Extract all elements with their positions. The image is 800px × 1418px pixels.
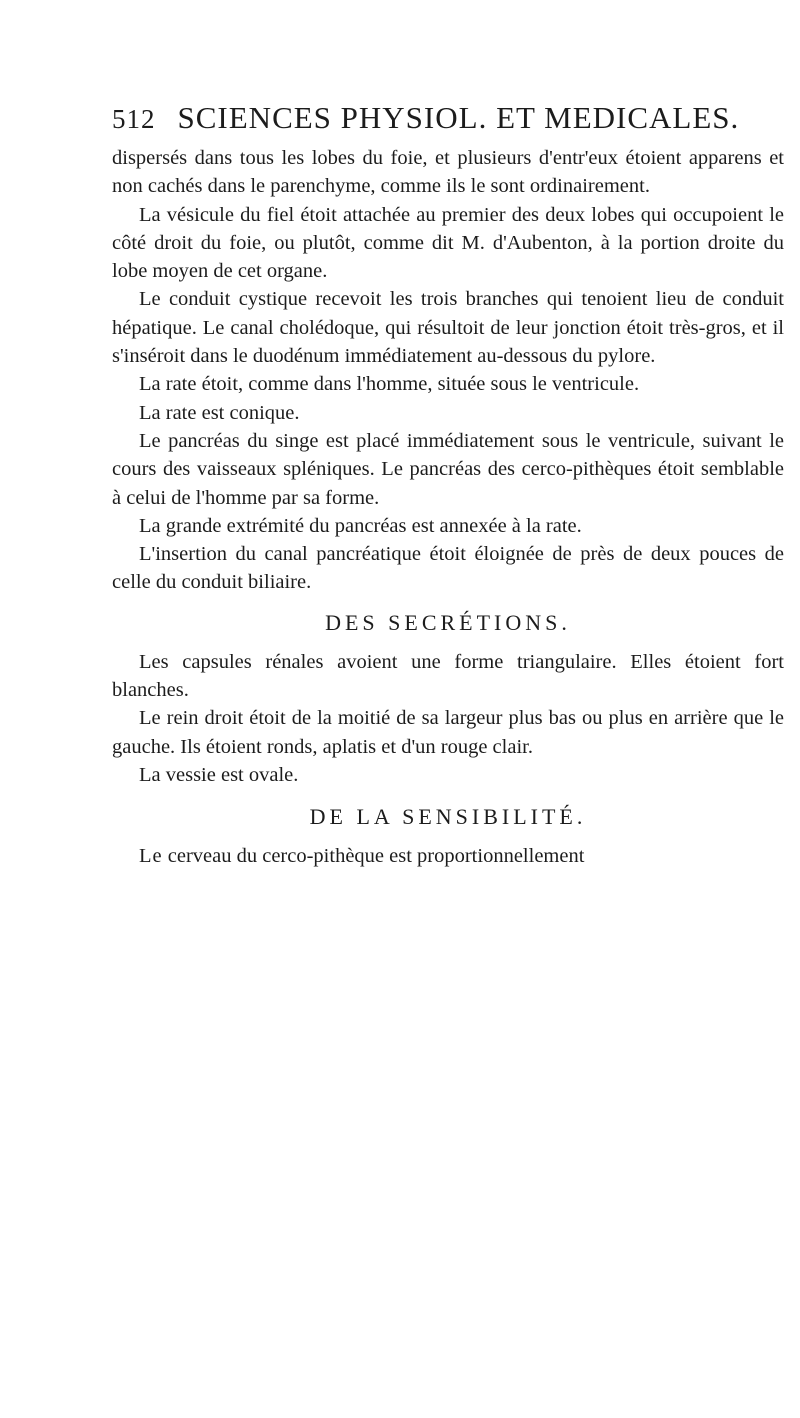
paragraph-gall-bladder: La vésicule du fiel étoit attachée au premier des deux lobes qui occupoient le côté droit du foie, ou plutôt, comme dit M. d'Aubenton, à la portion droite du lobe moyen de cet organe. [112, 203, 784, 283]
paragraph-kidneys: Le rein droit étoit de la moitié de sa largeur plus bas ou plus en arrière que le gauche. Ils étoient ronds, aplatis et d'un rouge clair. [112, 707, 784, 758]
opening-small-caps: Le [139, 845, 163, 868]
paragraph-brain [112, 842, 784, 870]
page-number: 512 [112, 104, 156, 134]
paragraph-pancreatic-duct: L'insertion du canal pancréatique étoit éloignée de près de deux pouces de celle du conduit biliaire. [112, 543, 784, 594]
paragraph-spleen-position: La rate étoit, comme dans l'homme, située sous le ventricule. [139, 373, 640, 396]
paragraph-bladder: La vessie est ovale. [139, 763, 299, 786]
section-heading-sensibility: DE LA SENSIBILITÉ. [309, 804, 587, 830]
paragraph-pancreas-extremity: La grande extrémité du pancréas est annexée à la rate. [139, 514, 582, 537]
paragraph-cystic-duct: Le conduit cystique recevoit les trois branches qui tenoient lieu de conduit hépatique. Le canal cholédoque, qui résultoit de leur jonction étoit très-gros, et il s'inséroit dans le duodénum immédiatement au-dessous du pylore. [112, 288, 784, 368]
paragraph-brain-text: cerveau du cerco-pithèque est proportionnellement [167, 845, 585, 868]
paragraph-renal-capsules: Les capsules rénales avoient une forme triangulaire. Elles étoient fort blanches. [112, 650, 784, 702]
running-title: SCIENCES PHYSIOL. ET MEDICALES. [177, 100, 740, 135]
paragraph-continuation: dispersés dans tous les lobes du foie, et plusieurs d'entr'eux étoient apparens et non cachés dans le parenchyme, comme ils le sont ordinairement. [112, 147, 784, 198]
running-header [112, 100, 792, 140]
section-heading-secretions: DES SECRÉTIONS. [325, 609, 571, 635]
page-body [112, 144, 784, 871]
paragraph-spleen-shape: La rate est conique. [139, 401, 300, 424]
paragraph-pancreas: Le pancréas du singe est placé immédiatement sous le ventricule, suivant le cours des vaisseaux spléniques. Le pancréas des cerco-pithèques étoit semblable à celui de l'homme par sa forme. [112, 429, 784, 509]
